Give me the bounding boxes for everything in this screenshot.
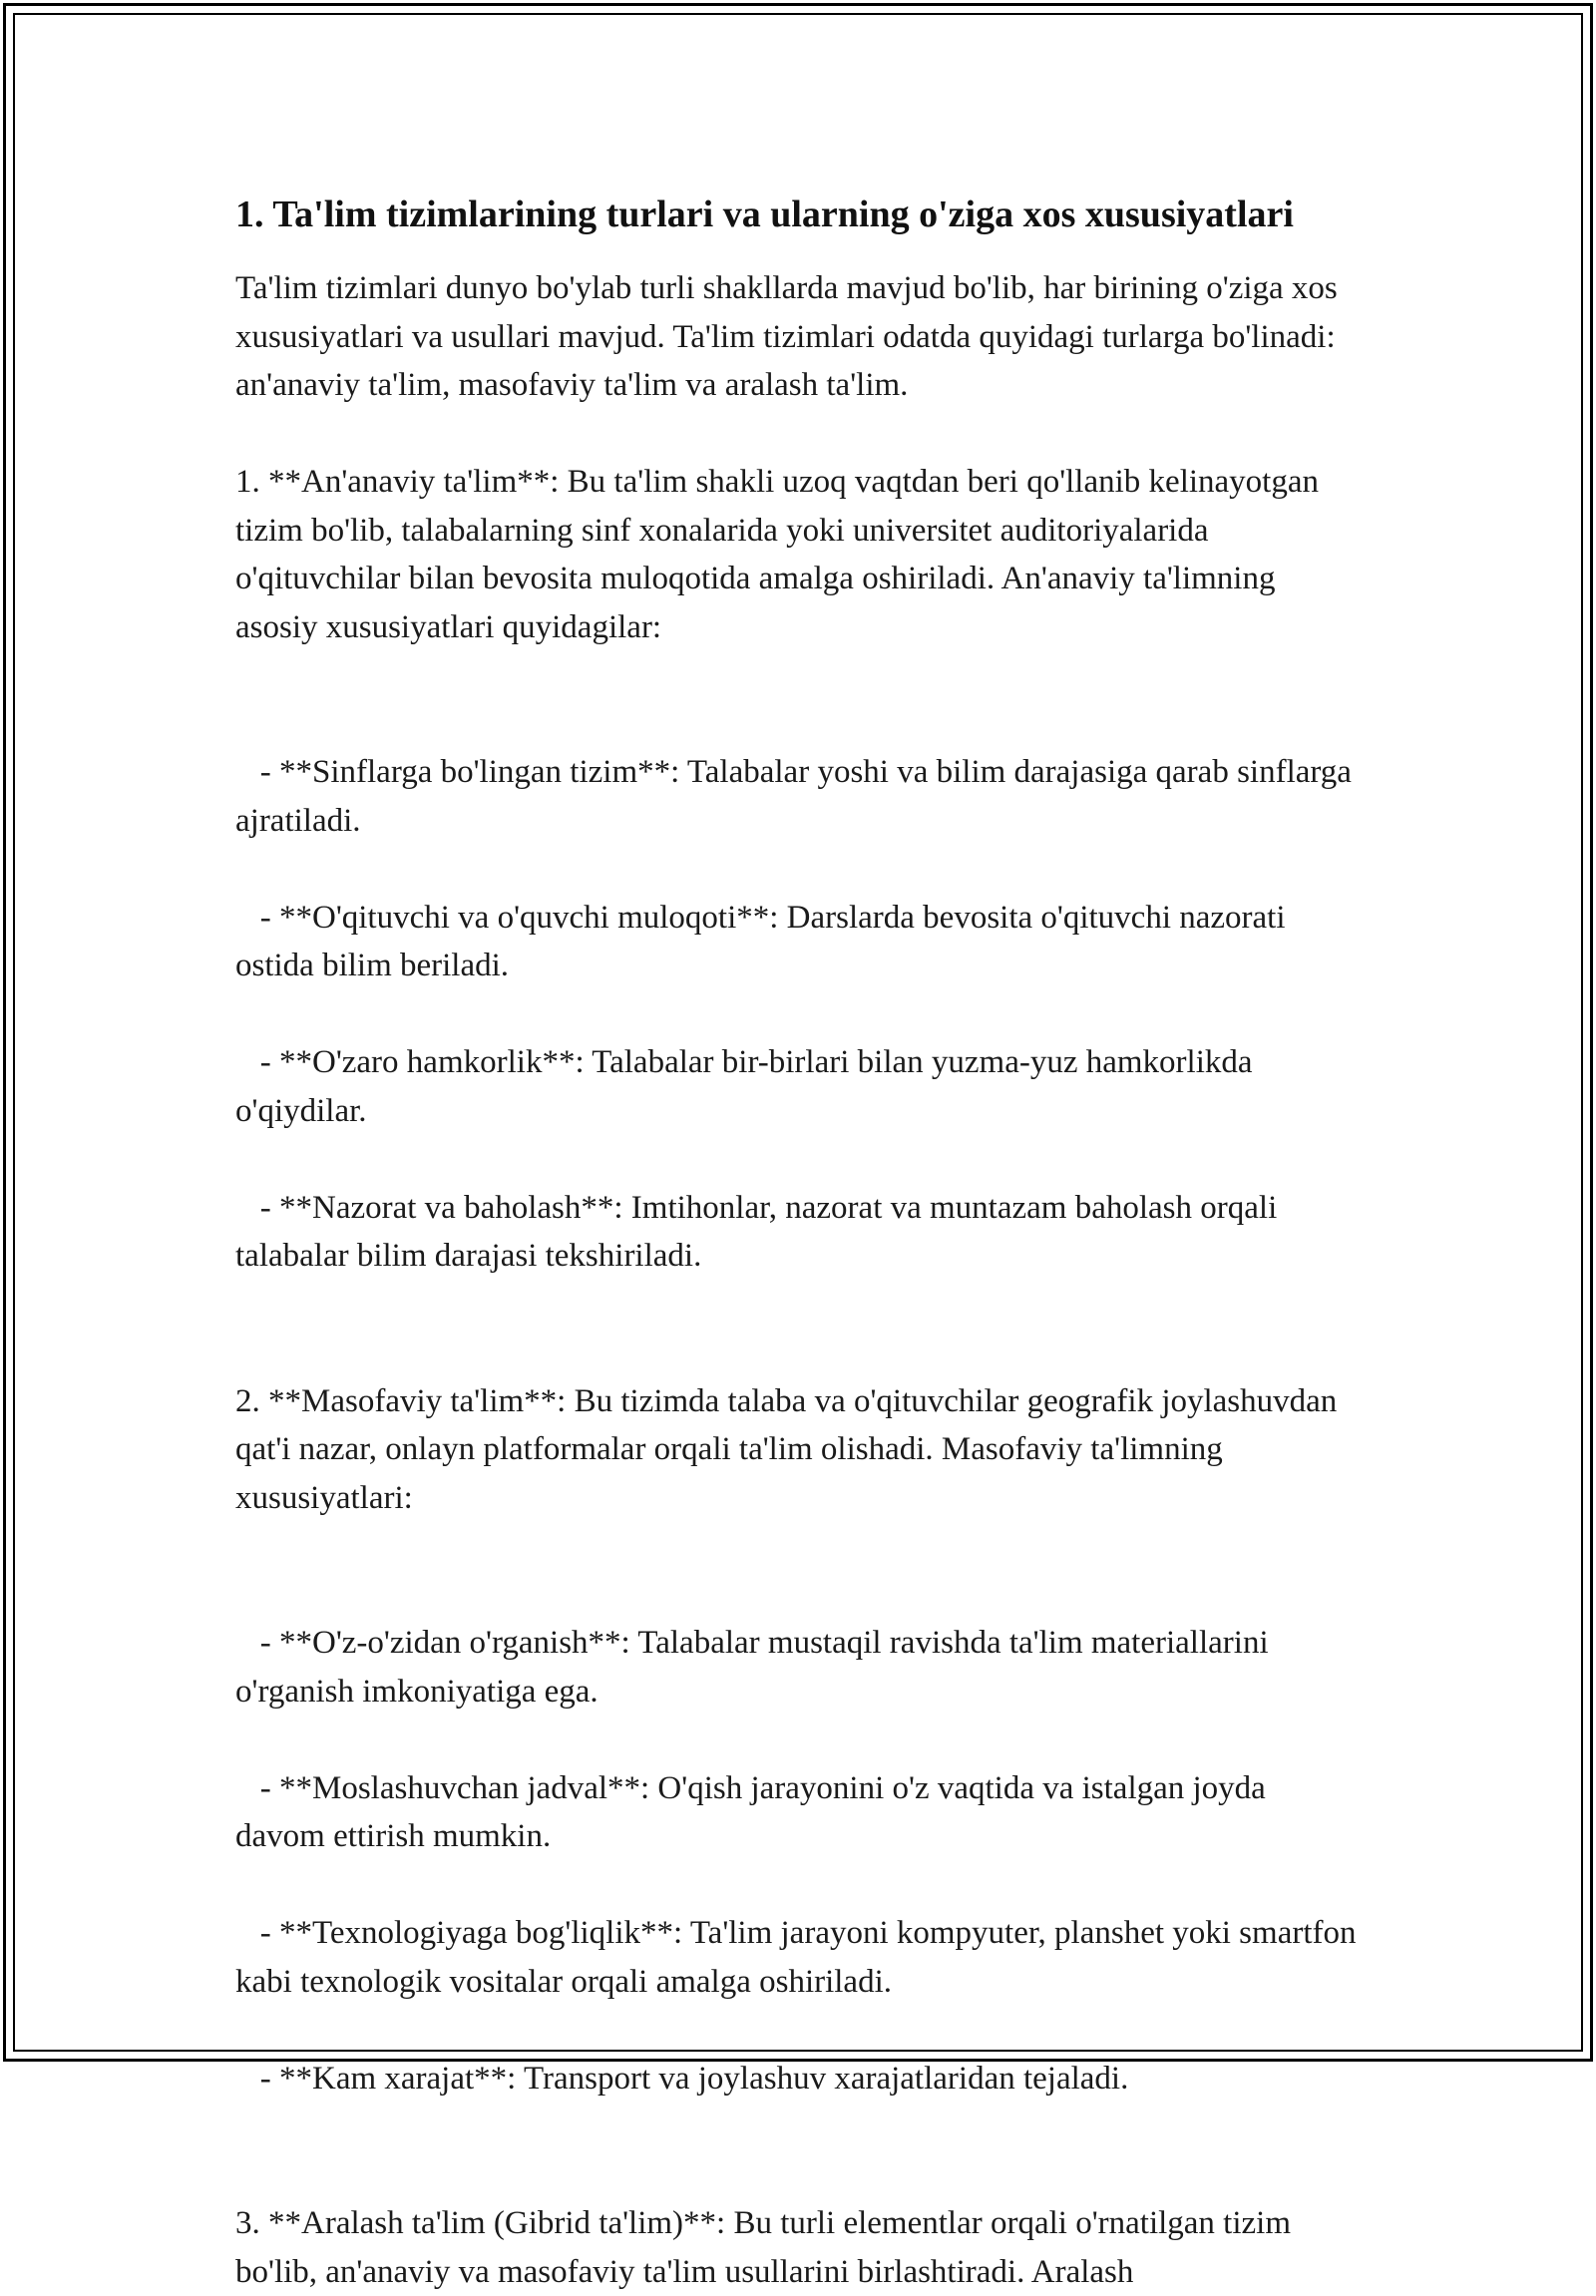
document-body [235,188,1363,2296]
intro-paragraph: Ta'lim tizimlari dunyo bo'ylab turli shakllarda mavjud bo'lib, har birining o'ziga xos xususiyatlari va usullari mavjud. Ta'lim tizimlari odatda quyidagi turlarga bo'linadi: an'anaviy ta'lim, masofaviy ta'lim va aralash ta'lim. [235,270,1338,403]
section1-bullet-list [235,700,1363,1330]
list-item: - **Sinflarga bo'lingan tizim**: Talabalar yoshi va bilim darajasiga qarab sinflarga ajratiladi. [235,754,1361,839]
section-heading: 1. Ta'lim tizimlarining turlari va ularning o'ziga xos xususiyatlari [235,193,1294,235]
list-item: - **O'qituvchi va o'quvchi muloqoti**: Darslarda bevosita o'qituvchi nazorati ostida bilim beriladi. [235,899,1294,983]
list-item: - **Texnologiyaga bog'liqlik**: Ta'lim jarayoni kompyuter, planshet yoki smartfon kabi texnologik vositalar orqali amalga oshiriladi. [235,1915,1365,2000]
section2-paragraph: 2. **Masofaviy ta'lim**: Bu tizimda talaba va o'qituvchilar geografik joylashuvdan qat'i nazar, onlayn platformalar orqali ta'lim olishadi. Masofaviy ta'limning xususiyatlari: [235,1382,1338,1516]
list-item: - **O'zaro hamkorlik**: Talabalar bir-birlari bilan yuzma-yuz hamkorlikda o'qiydilar. [235,1044,1261,1129]
list-item: - **O'z-o'zidan o'rganish**: Talabalar mustaqil ravishda ta'lim materiallarini o'rganish imkoniyatiga ega. [235,1625,1277,1710]
list-item: - **Nazorat va baholash**: Imtihonlar, nazorat va muntazam baholash orqali talabalar bilim darajasi tekshiriladi. [235,1189,1286,1274]
section2-bullet-list [235,1571,1363,2151]
section1-paragraph: 1. **An'anaviy ta'lim**: Bu ta'lim shakli uzoq vaqtdan beri qo'llanib kelinayotgan tizim bo'lib, talabalarning sinf xonalarida yoki universitet auditoriyalarida o'qituvchilar bilan bevosita muloqotida amalga oshiriladi. An'anaviy ta'limning asosiy xususiyatlari quyidagilar: [235,464,1319,645]
section3-paragraph: 3. **Aralash ta'lim (Gibrid ta'lim)**: Bu turli elementlar orqali o'rnatilgan tizim bo'lib, an'anaviy va masofaviy ta'lim usullarini birlashtiradi. Aralash [235,2205,1291,2290]
list-item: - **Moslashuvchan jadval**: O'qish jarayonini o'z vaqtida va istalgan joyda davom ettirish mumkin. [235,1769,1275,1854]
list-item: - **Kam xarajat**: Transport va joylashuv xarajatlaridan tejaladi. [235,2060,1129,2097]
